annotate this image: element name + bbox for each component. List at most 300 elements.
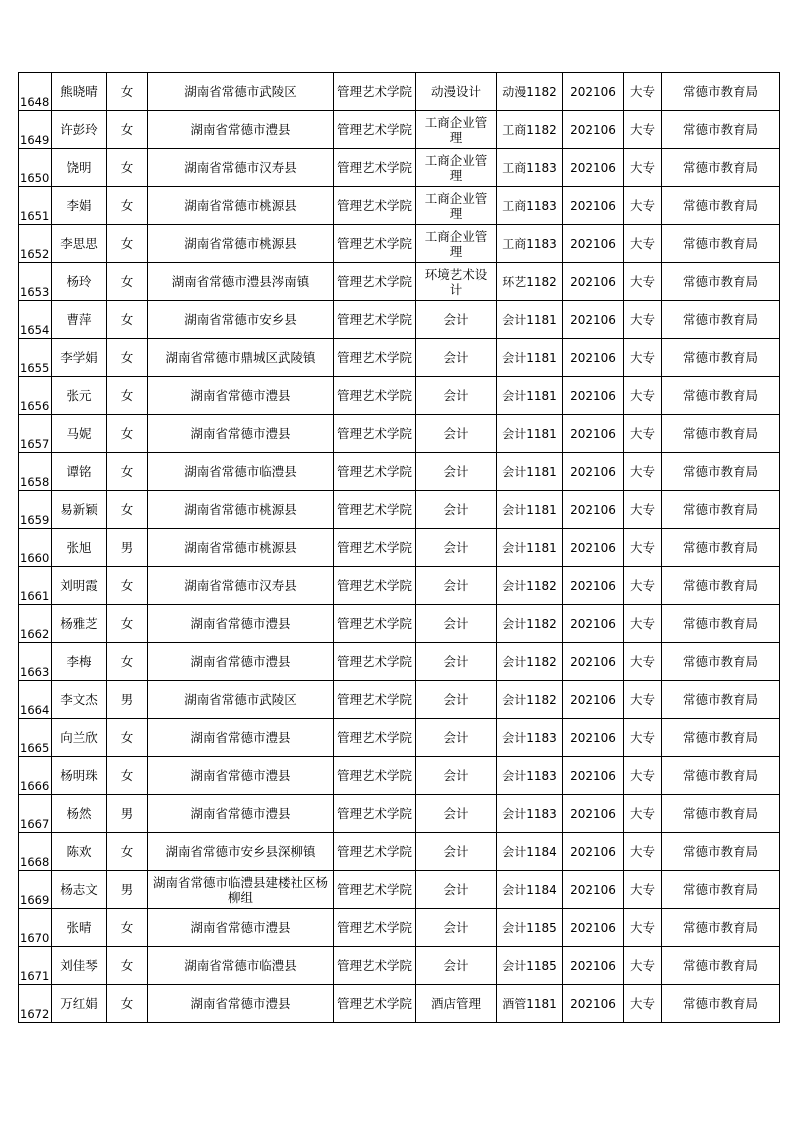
gender: 女 [120,957,134,973]
student-name: 张元 [66,387,92,403]
student-name: 杨然 [66,805,92,821]
student-name-cell [52,985,107,1023]
student-name-cell [52,263,107,301]
gender-cell [107,795,148,833]
graduation-date-cell [563,263,624,301]
college-cell [334,833,416,871]
major-cell [416,263,497,301]
class-name-cell [497,529,563,567]
college-cell [334,301,416,339]
major-cell [416,909,497,947]
class-name-cell [497,111,563,149]
row-number: 1654 [20,323,50,337]
education-level: 大专 [629,805,655,821]
gender-cell [107,909,148,947]
education-level: 大专 [629,691,655,707]
origin-address: 湖南省常德市桃源县 [184,236,297,251]
destination-unit: 常德市教育局 [682,463,758,479]
major-cell [416,415,497,453]
college-cell [334,149,416,187]
origin-address: 湖南省常德市汉寿县 [184,160,297,175]
education-level: 大专 [629,501,655,517]
destination-unit-cell [662,415,780,453]
student-name: 李娟 [66,197,92,213]
row-number-cell [19,187,52,225]
gender-cell [107,73,148,111]
destination-unit: 常德市教育局 [682,501,758,517]
class-name: 会计1181 [502,388,557,403]
gender: 女 [120,197,134,213]
major: 酒店管理 [430,996,481,1011]
student-name-cell [52,377,107,415]
major-cell [416,833,497,871]
row-number: 1669 [20,893,50,907]
major: 会计 [443,844,469,859]
roster-body [19,73,780,1023]
major-cell [416,871,497,909]
gender: 女 [120,501,134,517]
graduation-date-cell [563,681,624,719]
row-number-cell [19,833,52,871]
education-level-cell [624,491,662,529]
table-row [19,757,780,795]
student-name: 张晴 [66,919,92,935]
gender: 男 [120,539,134,555]
class-name: 工商1182 [502,122,557,137]
education-level-cell [624,833,662,871]
destination-unit-cell [662,643,780,681]
education-level: 大专 [629,83,655,99]
table-row [19,73,780,111]
education-level: 大专 [629,273,655,289]
class-name-cell [497,149,563,187]
gender-cell [107,453,148,491]
origin-address-cell [148,757,334,795]
major: 会计 [443,426,469,441]
origin-address-cell [148,453,334,491]
origin-address: 湖南省常德市澧县 [190,920,291,935]
student-name-cell [52,567,107,605]
origin-address-cell [148,73,334,111]
student-name-cell [52,833,107,871]
destination-unit-cell [662,871,780,909]
major-cell [416,947,497,985]
major-cell [416,301,497,339]
class-name: 会计1181 [502,312,557,327]
college: 管理艺术学院 [336,691,412,707]
graduation-date: 202106 [570,464,616,479]
destination-unit-cell [662,187,780,225]
gender-cell [107,985,148,1023]
student-name: 陈欢 [66,843,92,859]
gender-cell [107,681,148,719]
student-name-cell [52,947,107,985]
graduation-date-cell [563,947,624,985]
class-name: 工商1183 [502,160,557,175]
destination-unit-cell [662,339,780,377]
college: 管理艺术学院 [336,387,412,403]
education-level: 大专 [629,919,655,935]
table-row [19,415,780,453]
class-name-cell [497,377,563,415]
origin-address: 湖南省常德市澧县涔南镇 [171,274,310,289]
graduation-date: 202106 [570,388,616,403]
class-name-cell [497,301,563,339]
graduation-date-cell [563,415,624,453]
education-level: 大专 [629,881,655,897]
student-name-cell [52,529,107,567]
graduation-date: 202106 [570,160,616,175]
college-cell [334,529,416,567]
major-cell [416,73,497,111]
table-row [19,605,780,643]
major-cell [416,795,497,833]
college: 管理艺术学院 [336,273,412,289]
major-cell [416,111,497,149]
education-level-cell [624,567,662,605]
class-name-cell [497,187,563,225]
gender-cell [107,377,148,415]
origin-address: 湖南省常德市澧县 [190,654,291,669]
student-name: 李梅 [66,653,92,669]
graduation-date: 202106 [570,122,616,137]
graduation-date: 202106 [570,84,616,99]
education-level: 大专 [629,615,655,631]
major: 会计 [443,654,469,669]
class-name: 会计1185 [502,958,557,973]
gender: 女 [120,463,134,479]
gender: 男 [120,805,134,821]
major: 会计 [443,388,469,403]
class-name-cell [497,681,563,719]
graduation-date: 202106 [570,654,616,669]
major: 会计 [443,958,469,973]
row-number: 1668 [20,855,50,869]
college: 管理艺术学院 [336,83,412,99]
major-cell [416,529,497,567]
college-cell [334,111,416,149]
origin-address: 湖南省常德市桃源县 [184,502,297,517]
major: 会计 [443,806,469,821]
student-name-cell [52,301,107,339]
student-name-cell [52,681,107,719]
education-level: 大专 [629,463,655,479]
row-number-cell [19,149,52,187]
table-row [19,985,780,1023]
class-name-cell [497,719,563,757]
origin-address-cell [148,567,334,605]
origin-address: 湖南省常德市桃源县 [184,540,297,555]
graduation-date: 202106 [570,312,616,327]
college: 管理艺术学院 [336,121,412,137]
student-name-cell [52,415,107,453]
major-cell [416,643,497,681]
origin-address-cell [148,491,334,529]
destination-unit-cell [662,795,780,833]
destination-unit-cell [662,301,780,339]
major-cell [416,605,497,643]
origin-address-cell [148,529,334,567]
origin-address: 湖南省常德市澧县 [190,996,291,1011]
education-level-cell [624,871,662,909]
table-row [19,719,780,757]
destination-unit: 常德市教育局 [682,577,758,593]
college: 管理艺术学院 [336,577,412,593]
student-name: 李学娟 [60,349,98,365]
table-row [19,111,780,149]
destination-unit: 常德市教育局 [682,995,758,1011]
education-level: 大专 [629,995,655,1011]
student-name: 万红娟 [60,995,98,1011]
graduation-date: 202106 [570,996,616,1011]
graduation-date-cell [563,149,624,187]
class-name: 会计1182 [502,692,557,707]
student-name: 刘佳琴 [60,957,98,973]
destination-unit-cell [662,149,780,187]
table-row [19,681,780,719]
class-name: 会计1183 [502,730,557,745]
class-name: 会计1183 [502,806,557,821]
destination-unit-cell [662,529,780,567]
major: 工商企业管理 [424,190,488,221]
origin-address-cell [148,947,334,985]
gender-cell [107,111,148,149]
gender-cell [107,339,148,377]
row-number: 1665 [20,741,50,755]
origin-address-cell [148,339,334,377]
student-name-cell [52,491,107,529]
education-level: 大专 [629,349,655,365]
student-name-cell [52,339,107,377]
graduation-date: 202106 [570,730,616,745]
row-number: 1658 [20,475,50,489]
gender: 女 [120,311,134,327]
education-level-cell [624,529,662,567]
major: 会计 [443,464,469,479]
major-cell [416,339,497,377]
college: 管理艺术学院 [336,349,412,365]
origin-address: 湖南省常德市澧县 [190,122,291,137]
student-name: 谭铭 [66,463,92,479]
class-name: 会计1184 [502,844,557,859]
gender-cell [107,529,148,567]
major-cell [416,187,497,225]
destination-unit-cell [662,111,780,149]
education-level: 大专 [629,121,655,137]
student-name: 张旭 [66,539,92,555]
student-name: 李文杰 [60,691,98,707]
graduation-date-cell [563,985,624,1023]
origin-address-cell [148,225,334,263]
education-level: 大专 [629,957,655,973]
graduation-date-cell [563,301,624,339]
education-level-cell [624,605,662,643]
destination-unit: 常德市教育局 [682,805,758,821]
major-cell [416,491,497,529]
class-name: 会计1181 [502,502,557,517]
origin-address: 湖南省常德市桃源县 [184,198,297,213]
graduation-date-cell [563,643,624,681]
college-cell [334,605,416,643]
row-number-cell [19,491,52,529]
education-level-cell [624,453,662,491]
gender-cell [107,491,148,529]
education-level-cell [624,947,662,985]
row-number: 1660 [20,551,50,565]
education-level: 大专 [629,387,655,403]
major-cell [416,567,497,605]
table-row [19,187,780,225]
major-cell [416,149,497,187]
row-number: 1671 [20,969,50,983]
destination-unit: 常德市教育局 [682,387,758,403]
college: 管理艺术学院 [336,615,412,631]
graduation-date-cell [563,491,624,529]
major-cell [416,719,497,757]
education-level: 大专 [629,159,655,175]
origin-address-cell [148,415,334,453]
origin-address: 湖南省常德市澧县 [190,426,291,441]
table-row [19,567,780,605]
origin-address: 湖南省常德市澧县 [190,388,291,403]
class-name: 会计1184 [502,882,557,897]
college-cell [334,453,416,491]
destination-unit: 常德市教育局 [682,425,758,441]
student-name-cell [52,719,107,757]
row-number: 1663 [20,665,50,679]
origin-address-cell [148,187,334,225]
gender: 女 [120,919,134,935]
education-level-cell [624,909,662,947]
class-name: 会计1181 [502,464,557,479]
education-level: 大专 [629,843,655,859]
table-row [19,263,780,301]
gender: 女 [120,843,134,859]
row-number-cell [19,719,52,757]
origin-address-cell [148,985,334,1023]
table-row [19,453,780,491]
education-level-cell [624,149,662,187]
class-name: 工商1183 [502,236,557,251]
major: 工商企业管理 [424,114,488,145]
row-number: 1667 [20,817,50,831]
row-number-cell [19,681,52,719]
row-number: 1650 [20,171,50,185]
education-level-cell [624,73,662,111]
class-name-cell [497,947,563,985]
graduation-date-cell [563,909,624,947]
education-level-cell [624,681,662,719]
row-number-cell [19,529,52,567]
gender: 女 [120,273,134,289]
class-name-cell [497,73,563,111]
row-number: 1653 [20,285,50,299]
table-row [19,871,780,909]
destination-unit-cell [662,491,780,529]
origin-address-cell [148,795,334,833]
education-level-cell [624,225,662,263]
gender-cell [107,947,148,985]
major: 会计 [443,578,469,593]
origin-address-cell [148,719,334,757]
class-name: 会计1181 [502,350,557,365]
destination-unit: 常德市教育局 [682,311,758,327]
row-number: 1652 [20,247,50,261]
graduation-date: 202106 [570,426,616,441]
destination-unit: 常德市教育局 [682,83,758,99]
graduation-date-cell [563,605,624,643]
destination-unit: 常德市教育局 [682,273,758,289]
student-name: 曹萍 [66,311,92,327]
graduation-date: 202106 [570,198,616,213]
graduation-date-cell [563,757,624,795]
row-number-cell [19,111,52,149]
major: 会计 [443,502,469,517]
student-name: 易新颖 [60,501,98,517]
college-cell [334,567,416,605]
student-name: 刘明霞 [60,577,98,593]
graduation-date: 202106 [570,274,616,289]
table-row [19,947,780,985]
gender: 女 [120,577,134,593]
row-number: 1662 [20,627,50,641]
graduation-date: 202106 [570,540,616,555]
destination-unit: 常德市教育局 [682,121,758,137]
gender: 女 [120,349,134,365]
origin-address-cell [148,871,334,909]
student-name: 杨玲 [66,273,92,289]
gender: 女 [120,425,134,441]
origin-address: 湖南省常德市汉寿县 [184,578,297,593]
college: 管理艺术学院 [336,235,412,251]
gender: 女 [120,615,134,631]
destination-unit-cell [662,567,780,605]
origin-address-cell [148,263,334,301]
education-level: 大专 [629,539,655,555]
graduation-date-cell [563,339,624,377]
destination-unit-cell [662,757,780,795]
education-level-cell [624,757,662,795]
graduation-date: 202106 [570,502,616,517]
origin-address: 湖南省常德市武陵区 [184,692,297,707]
class-name: 会计1183 [502,768,557,783]
row-number-cell [19,225,52,263]
destination-unit-cell [662,225,780,263]
major: 动漫设计 [430,84,481,99]
destination-unit-cell [662,719,780,757]
class-name: 会计1181 [502,540,557,555]
student-name: 向兰欣 [60,729,98,745]
destination-unit: 常德市教育局 [682,729,758,745]
destination-unit: 常德市教育局 [682,653,758,669]
row-number: 1656 [20,399,50,413]
row-number: 1651 [20,209,50,223]
gender-cell [107,605,148,643]
major: 会计 [443,616,469,631]
origin-address-cell [148,301,334,339]
college: 管理艺术学院 [336,919,412,935]
class-name: 会计1185 [502,920,557,935]
destination-unit-cell [662,605,780,643]
major: 会计 [443,312,469,327]
college-cell [334,871,416,909]
row-number-cell [19,757,52,795]
class-name-cell [497,871,563,909]
education-level-cell [624,111,662,149]
education-level-cell [624,415,662,453]
table-row [19,377,780,415]
education-level-cell [624,339,662,377]
